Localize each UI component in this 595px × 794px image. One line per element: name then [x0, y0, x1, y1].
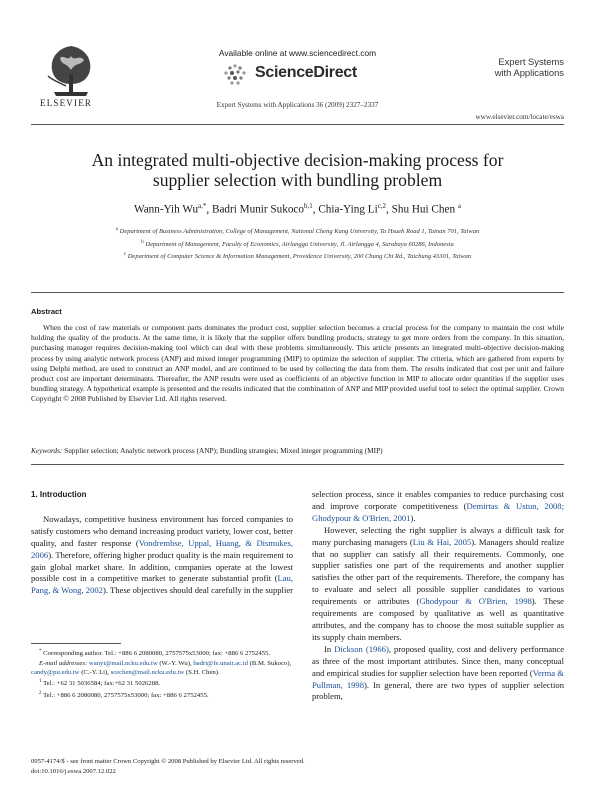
- footnote-corresponding: [31, 647, 293, 659]
- citation-link[interactable]: Liu & Hai, 2005: [412, 536, 472, 547]
- journal-citation: Expert Systems with Applications 36 (2009) 2327–2337: [216, 101, 379, 109]
- author-name: Shu Hui Chen: [391, 203, 456, 216]
- text-run: ). Therefore, offering higher product quality is the main requirement to gain global market share. In addition, companies operate at the lowest possible cost in a competitive market to generate substantial profit (: [31, 549, 293, 584]
- journal-name-line2: with Applications: [494, 67, 564, 78]
- footnote-text: Tel.: +62 31 5036584; fax:+62 31 5026288.: [43, 680, 161, 688]
- affiliation-text: Department of Computer Science & Information Management, Providence University, 200 Chung Chi Rd., Taichung 43301, Taiwan: [127, 253, 472, 261]
- citation-link[interactable]: Dickson (1966): [334, 643, 389, 654]
- text-run: In: [324, 643, 335, 654]
- right-column: [312, 489, 564, 703]
- citation-link[interactable]: Verma & Pullman, 1998: [312, 667, 564, 690]
- abstract-body: [31, 323, 564, 405]
- text-run: (C.-Y. Li),: [79, 669, 111, 677]
- footnote-1: [31, 677, 293, 689]
- citation-link[interactable]: Lau, Pang, & Wong, 2002: [31, 573, 293, 596]
- affiliation-sup: a: [115, 227, 119, 232]
- footnote-emails: [31, 659, 293, 678]
- text-run: ). In general, there are two types of supplier selection problem,: [312, 679, 564, 702]
- section-heading: 1. Introduction: [31, 490, 87, 499]
- issn-line: 0957-4174/$ - see front matter Crown Copyright © 2008 Published by Elsevier Ltd. All rights reserved.: [31, 758, 305, 765]
- keywords: [31, 446, 564, 455]
- affiliation-line: [40, 238, 555, 251]
- affiliation-sup: b: [141, 239, 144, 245]
- paragraph: [312, 489, 564, 525]
- text-run: ). These objectives should deal carefully in the supplier: [102, 585, 294, 596]
- footnote-mark: *: [39, 649, 42, 654]
- author-name: Wann-Yih Wu: [134, 203, 199, 216]
- citation-link[interactable]: scechen@mail.ncku.edu.tw: [110, 669, 185, 677]
- abstract-top-divider: [31, 292, 564, 293]
- affiliation-text: Department of Management, Faculty of Economics, Airlangga University, Jl. Airlangga 4, Surabaya 60286, Indonesia: [145, 240, 454, 248]
- footnote-2: [31, 689, 293, 701]
- abstract-copyright: Crown Copyright © 2008 Published by Elsevier Ltd. All rights reserved.: [31, 384, 565, 404]
- citation-link[interactable]: wanyi@mail.ncku.edu.tw: [88, 659, 158, 667]
- paragraph: [312, 525, 564, 644]
- affiliation-text: Department of Business Administration, College of Management, National Cheng Kung University, Ta Hsueh Road 1, Tainan 701, Taiwan: [119, 228, 480, 236]
- keywords-label: Keywords:: [31, 446, 63, 455]
- footnote-text: Corresponding author. Tel.: +886 6 2080080, 2757575x53000; fax: +886 6 2752455.: [43, 650, 271, 658]
- elsevier-wordmark: ELSEVIER: [40, 98, 93, 108]
- author-name: Chia-Ying Li: [318, 203, 378, 216]
- citation-link[interactable]: Demirtas & Ustun, 2008; Ghodypour & O'Brien, 2001: [312, 500, 564, 523]
- journal-url-link[interactable]: www.elsevier.com/locate/eswa: [475, 113, 564, 121]
- abstract-heading: Abstract: [31, 307, 62, 316]
- footnote-divider: [31, 643, 121, 644]
- citation-link[interactable]: Vondrembse, Uppal, Huang, & Dismukes, 2006: [31, 537, 293, 560]
- affiliation-line: [40, 225, 555, 238]
- author-list: Wann-Yih $Wu^{a,*}$, Badri Munir Sukoco$^{b,1}$, Chia-Ying Li$^{c,2}$, Shu Hui Chen $^a$: [134, 202, 461, 216]
- abstract-text: When the cost of raw materials or component parts dominates the product cost, supplier selection becomes a crucial process for the company to maintain the cost while holding the quality of the products. At the same time, it is likely that the supplier offers bundling products, strategy to get more orders from the company. In this situation, purchasing manager requires decision-making tool which can deal with these problems simultaneously. This article presents an integrated multi-objective decision-making process by using analytic network process (ANP) and mixed integer programming (MIP) to optimize the selection of supplier. The criteria, which are gathered from experts by using Delphi method, are used to construct an ANP model, and are continued to be used by collecting the data from them. The results indicated that cost per unit and failure product cost are important determinants. Thereafter, the ANP results were used as coefficients of an objective function in MIP to allocate order quantities if the supplier uses bundling strategy. A hypothetical example is presented and the results indicated that the combination of ANP and MIP provided useful tool to select the optimal supplier.: [31, 323, 564, 394]
- author-sup: a: [457, 202, 461, 210]
- journal-name-line1: Expert Systems: [498, 56, 564, 67]
- affiliations: [40, 225, 555, 263]
- footnotes: [31, 647, 293, 701]
- paragraph: [31, 514, 293, 597]
- keywords-list: Supplier selection; Analytic network process (ANP); Bundling strategies; Mixed integer programming (MIP): [64, 446, 383, 455]
- article-title: [40, 150, 555, 190]
- citation-link[interactable]: Ghodypour & O'Brien, 1998: [419, 596, 532, 607]
- header-divider: [31, 124, 564, 125]
- text-run: (W.-Y. Wu),: [157, 659, 194, 667]
- elsevier-tree-logo-icon: [40, 40, 102, 102]
- available-online-text: Available online at www.sciencedirect.com: [218, 48, 377, 58]
- sciencedirect-wordmark: ScienceDirect: [255, 64, 357, 81]
- abstract-bottom-divider: [31, 464, 564, 465]
- affiliation-sup: c: [123, 252, 127, 258]
- footnote-mark: 2: [39, 691, 42, 697]
- text-run: Nowadays, competitive business environment has forced companies to satisfy customers who demand increasing product variety, lower cost, better quality, and faster response (: [31, 513, 293, 548]
- title-line-1: An integrated multi-objective decision-making process for: [91, 150, 504, 170]
- author-name: Badri Munir Sukoco: [212, 203, 304, 216]
- text-run: ). Managers should realize that no supplier can satisfy all their requirements. Commonly, one supplier satisfies one part of the requirements and another supplier satisfies the other part of the requirements. Therefore, the company has to evaluate and select all possible supplier candidates to various requirements or attributes (: [312, 536, 565, 607]
- footnote-text: Tel.: +886 6 2080080, 2757575x53000; fax: +886 6 2752455.: [43, 692, 209, 700]
- text-run: , proposed quality, cost and delivery performance as three of the most important attributes. Since then, many conceptual and empirical studies for supplier selection have been reported (: [312, 643, 565, 678]
- doi-line[interactable]: doi:10.1016/j.eswa.2007.12.022: [31, 768, 116, 775]
- text-run: (S.H. Chen).: [184, 669, 220, 677]
- author-sup: c,2: [377, 202, 387, 210]
- journal-name-block: [476, 56, 564, 78]
- email-label: E-mail addresses:: [39, 659, 88, 667]
- citation-link[interactable]: candy@pu.edu.tw: [31, 669, 80, 677]
- author-sup: a,*: [198, 202, 207, 210]
- citation-link[interactable]: badri@fe.unair.ac.id: [193, 659, 248, 667]
- text-run: However, selecting the right supplier is always a difficult task for many purchasing managers (: [312, 524, 564, 547]
- text-run: (B.M. Sukoco),: [247, 659, 292, 667]
- footer: [31, 757, 305, 777]
- text-run: selection process, since it enables companies to reduce purchasing cost and improve corporate competitiveness (: [312, 489, 564, 511]
- left-column: [31, 489, 293, 597]
- paragraph: [312, 644, 564, 704]
- text-run: ). These requirements are composed by qualitative as well as quantitative attributes, and the company has to choose the most suitable supplier as its supply chain members.: [312, 596, 564, 642]
- footnote-mark: 1: [39, 679, 42, 685]
- affiliation-line: [40, 250, 555, 263]
- text-run: ).: [410, 512, 416, 523]
- title-line-2: supplier selection with bundling problem: [152, 170, 443, 190]
- author-sup: b,1: [303, 202, 313, 210]
